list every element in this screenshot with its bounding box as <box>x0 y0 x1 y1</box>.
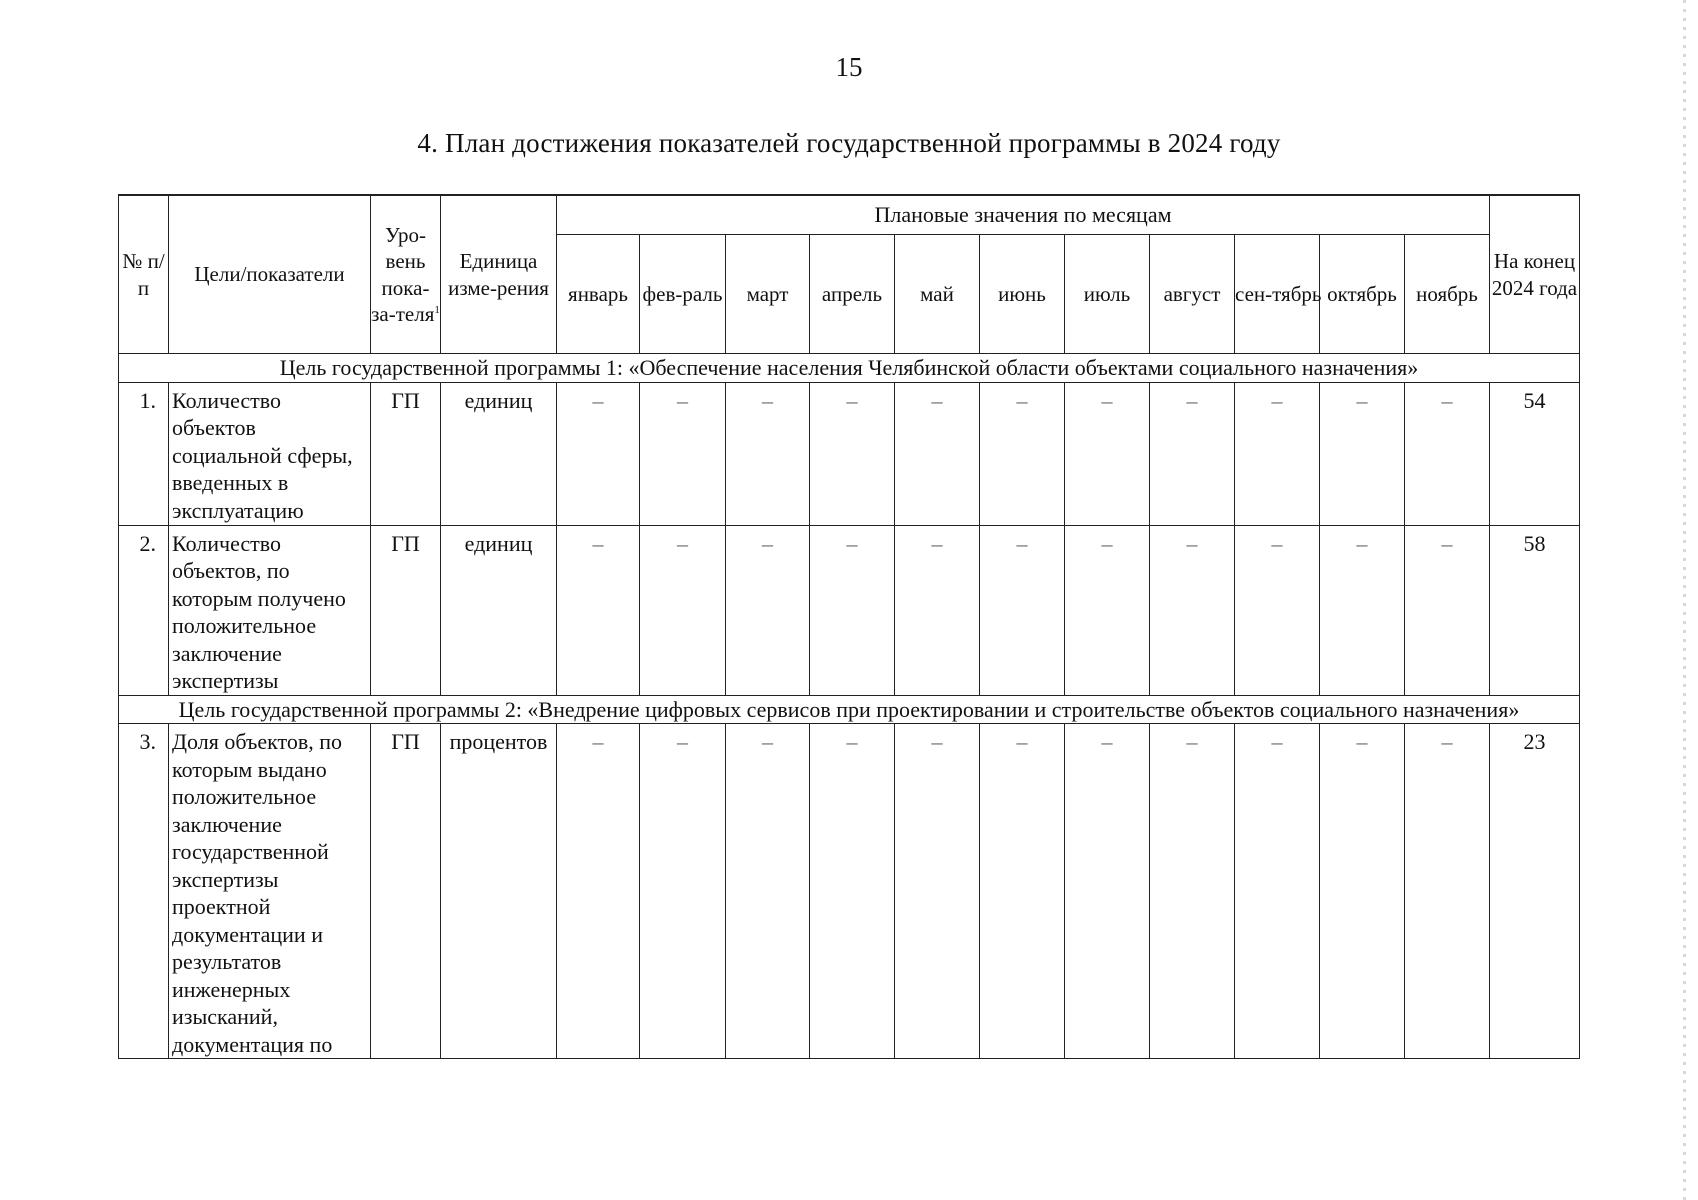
row-number: 2. <box>119 525 169 695</box>
indicator-name: Количество объектов социальной сферы, введенных в эксплуатацию <box>169 382 371 525</box>
header-level <box>371 195 441 354</box>
header-final-value: На конец 2024 года <box>1490 195 1580 354</box>
month-value: – <box>1405 525 1490 695</box>
month-value: – <box>1320 724 1405 1059</box>
indicator-level: ГП <box>371 382 441 525</box>
row-number: 3. <box>119 724 169 1059</box>
header-month: сен-тябрь <box>1235 235 1320 354</box>
header-month: январь <box>557 235 640 354</box>
header-month: май <box>895 235 980 354</box>
month-value: – <box>810 724 895 1059</box>
goal-text: Цель государственной программы 1: «Обеспечение населения Челябинской области объектами социального назначения» <box>119 354 1580 383</box>
header-unit: Единица изме-рения <box>441 195 557 354</box>
table-row <box>119 724 1580 1059</box>
page-number: 15 <box>835 52 863 82</box>
table-header <box>119 195 1580 354</box>
header-goal: Цели/показатели <box>169 195 371 354</box>
month-value: – <box>557 724 640 1059</box>
header-month: ноябрь <box>1405 235 1490 354</box>
header-num: № п/п <box>119 195 169 354</box>
scan-edge-artifact <box>1683 0 1686 1200</box>
indicator-name: Количество объектов, по которым получено положительное заключение экспертизы <box>169 525 371 695</box>
header-level-text: Уро-вень пока-за-теля <box>371 223 435 326</box>
month-value: – <box>726 724 810 1059</box>
month-value: – <box>895 724 980 1059</box>
indicators-table <box>118 194 1580 1059</box>
month-value: – <box>1150 724 1235 1059</box>
table-row <box>119 525 1580 695</box>
page-title: 4. План достижения показателей государственной программы в 2024 году <box>417 128 1281 158</box>
indicator-level: ГП <box>371 724 441 1059</box>
month-value: – <box>1405 382 1490 525</box>
month-value: – <box>1405 724 1490 1059</box>
indicator-level: ГП <box>371 525 441 695</box>
table-row <box>119 382 1580 525</box>
month-value: – <box>640 525 726 695</box>
final-value: 54 <box>1490 382 1580 525</box>
month-value: – <box>810 525 895 695</box>
month-value: – <box>1150 525 1235 695</box>
month-value: – <box>1320 525 1405 695</box>
month-value: – <box>980 382 1065 525</box>
month-value: – <box>1235 382 1320 525</box>
header-month: июнь <box>980 235 1065 354</box>
header-month: июль <box>1065 235 1150 354</box>
header-month: август <box>1150 235 1235 354</box>
month-value: – <box>1235 525 1320 695</box>
indicator-unit: процентов <box>441 724 557 1059</box>
month-value: – <box>980 724 1065 1059</box>
month-value: – <box>1320 382 1405 525</box>
header-level-footnote: 1 <box>434 303 440 316</box>
month-value: – <box>1065 382 1150 525</box>
header-monthly-values: Плановые значения по месяцам <box>557 195 1490 235</box>
month-value: – <box>1065 724 1150 1059</box>
goal-row <box>119 695 1580 724</box>
month-value: – <box>810 382 895 525</box>
month-value: – <box>557 525 640 695</box>
indicator-unit: единиц <box>441 525 557 695</box>
final-value: 23 <box>1490 724 1580 1059</box>
month-value: – <box>895 382 980 525</box>
goal-row <box>119 354 1580 383</box>
header-month: фев-раль <box>640 235 726 354</box>
final-value: 58 <box>1490 525 1580 695</box>
month-value: – <box>557 382 640 525</box>
month-value: – <box>1150 382 1235 525</box>
month-value: – <box>640 382 726 525</box>
month-value: – <box>980 525 1065 695</box>
month-value: – <box>726 382 810 525</box>
header-month: март <box>726 235 810 354</box>
header-month: октябрь <box>1320 235 1405 354</box>
indicator-name: Доля объектов, по которым выдано положительное заключение государственной экспертизы проектной документации и результатов инженерных изысканий, документация по <box>169 724 371 1059</box>
indicator-unit: единиц <box>441 382 557 525</box>
row-number: 1. <box>119 382 169 525</box>
goal-text: Цель государственной программы 2: «Внедрение цифровых сервисов при проектировании и строительстве объектов социального назначения» <box>119 695 1580 724</box>
month-value: – <box>1065 525 1150 695</box>
month-value: – <box>1235 724 1320 1059</box>
month-value: – <box>895 525 980 695</box>
month-value: – <box>640 724 726 1059</box>
header-month: апрель <box>810 235 895 354</box>
month-value: – <box>726 525 810 695</box>
